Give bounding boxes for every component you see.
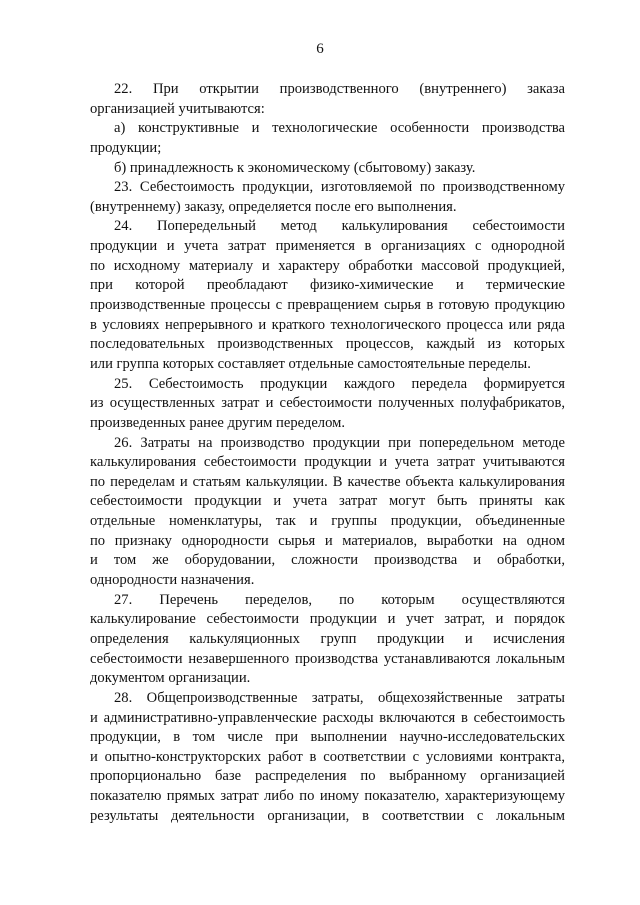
paragraph-28-line-3: продукции, в том числе при выполнении научно-исследовательских <box>90 729 565 746</box>
paragraph-24-line-4: при которой преобладают физико-химические и термические <box>90 277 565 294</box>
paragraph-25-line-2: из осуществленных затрат и себестоимости полученных полуфабрикатов, <box>90 395 565 412</box>
paragraph-23-line-1: 23. Себестоимость продукции, изготовляемой по производственному <box>114 179 565 196</box>
paragraph-26-line-4: себестоимости продукции и учета затрат могут быть приняты как <box>90 493 565 510</box>
paragraph-22a-line-1: а) конструктивные и технологические особенности производства <box>114 120 565 137</box>
paragraph-22-line-1: 22. При открытии производственного (внутреннего) заказа <box>114 81 565 97</box>
paragraph-24-line-3: по исходному материалу и характеру обработки массовой продукцией, <box>90 257 565 274</box>
paragraph-26-line-5: отдельные номенклатуры, так и группы продукции, объединенные <box>90 513 565 530</box>
paragraph-27-line-3: определения калькуляционных групп продукции и исчисления <box>90 630 565 647</box>
paragraph-26-line-7: и том же оборудовании, сложности производства и обработки, <box>90 552 565 569</box>
paragraph-28-line-1: 28. Общепроизводственные затраты, общехозяйственные затраты <box>114 689 565 706</box>
paragraph-22a-line-2: продукции; <box>90 139 162 156</box>
document-body <box>90 80 565 826</box>
paragraph-27-line-5: документом организации. <box>90 670 251 687</box>
paragraph-24-line-1: 24. Попередельный метод калькулирования себестоимости <box>114 218 565 235</box>
paragraph-23-line-2: (внутреннему) заказу, определяется после его выполнения. <box>90 198 457 215</box>
paragraph-28-line-6: показателю прямых затрат либо по иному показателю, характеризующему <box>90 788 565 805</box>
page-number: 6 <box>316 41 324 57</box>
paragraph-25-line-1: 25. Себестоимость продукции каждого передела формируется <box>114 375 565 392</box>
paragraph-26-line-1: 26. Затраты на производство продукции при попередельном методе <box>114 434 565 451</box>
paragraph-24-line-5: производственные процессы с превращением сырья в готовую продукцию <box>90 297 565 314</box>
paragraph-24-line-7: последовательных производственных процессов, каждый из которых <box>90 336 565 353</box>
paragraph-28-line-5: пропорционально базе распределения по выбранному организацией <box>90 768 565 785</box>
paragraph-22-line-2: организацией учитываются: <box>90 100 265 117</box>
paragraph-27-line-4: себестоимости незавершенного производства устанавливаются локальным <box>90 650 565 667</box>
paragraph-24-line-8: или группа которых составляет отдельные самостоятельные переделы. <box>90 355 531 372</box>
paragraph-28-line-7: результаты деятельности организации, в соответствии с локальным <box>90 807 565 824</box>
paragraph-24-line-6: в условиях непрерывного и краткого технологического процесса или ряда <box>90 316 565 333</box>
paragraph-22b-line-1: б) принадлежность к экономическому (сбытовому) заказу. <box>114 159 476 176</box>
paragraph-26-line-6: по признаку однородности сырья и материалов, выработки на одном <box>90 532 565 549</box>
paragraph-24-line-2: продукции и учета затрат применяется в организациях с однородной <box>90 238 565 255</box>
paragraph-28-line-4: и опытно-конструкторских работ в соответствии с условиями контракта, <box>90 748 565 765</box>
paragraph-27-line-2: калькулирование себестоимости продукции и учет затрат, и порядок <box>90 611 565 628</box>
paragraph-28-line-2: и административно-управленческие расходы включаются в себестоимость <box>90 709 565 726</box>
paragraph-26-line-2: калькулирования себестоимости продукции и учета затрат учитываются <box>90 454 565 471</box>
paragraph-26-line-8: однородности назначения. <box>90 572 255 589</box>
paragraph-25-line-3: произведенных ранее другим переделом. <box>90 414 345 431</box>
paragraph-26-line-3: по переделам и статьям калькуляции. В качестве объекта калькулирования <box>90 473 565 490</box>
paragraph-27-line-1: 27. Перечень переделов, по которым осуществляются <box>114 591 565 608</box>
